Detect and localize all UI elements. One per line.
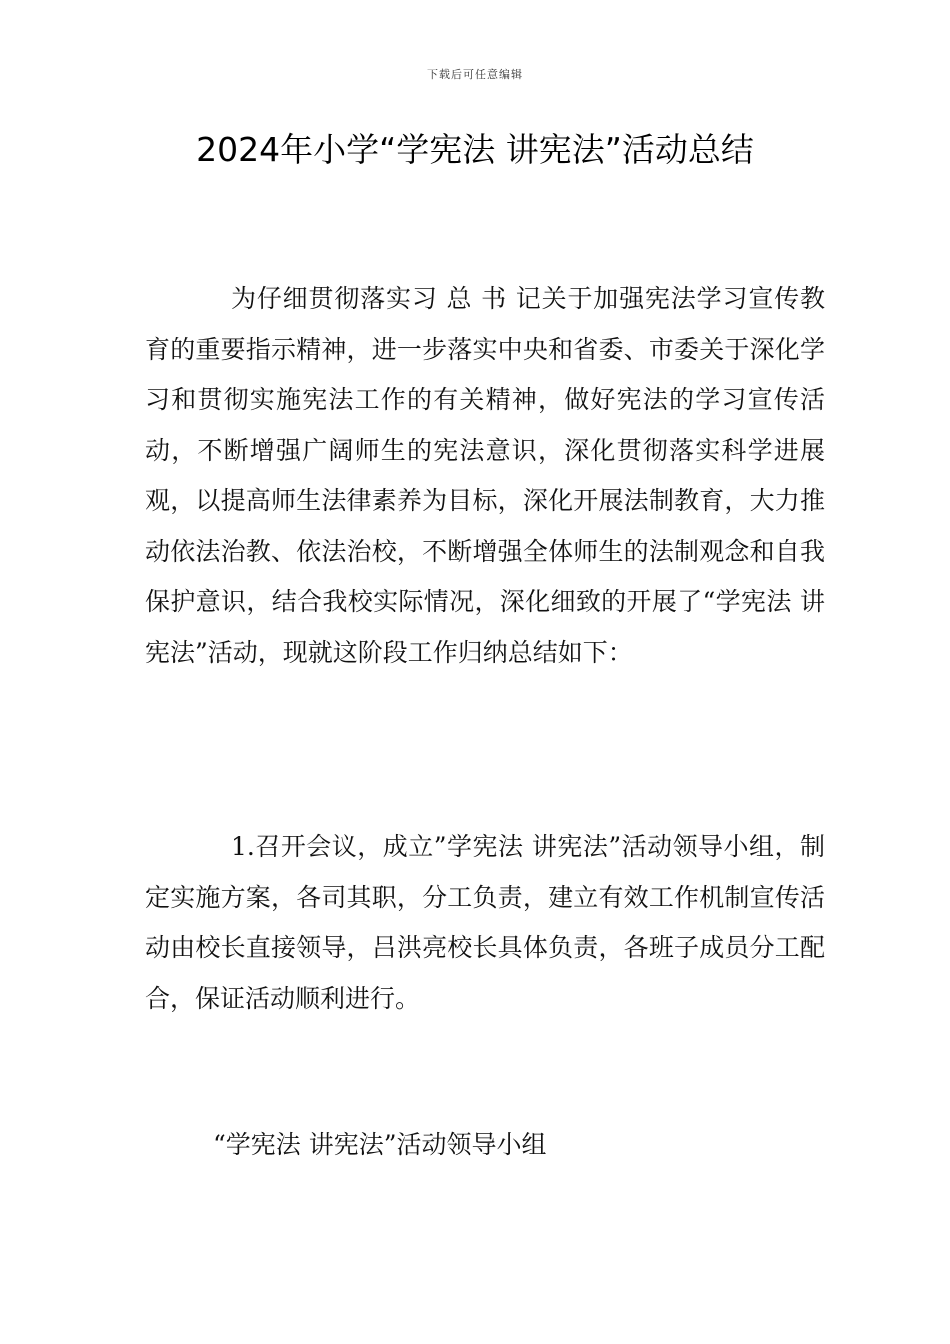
intro-paragraph: 为仔细贯彻落实习 总 书 记关于加强宪法学习宣传教育的重要指示精神，进一步落实中央和省委、市委关于深化学习和贯彻实施宪法工作的有关精神，做好宪法的学习宣传活动，不断增强广阔师生的宪法意识，深化贯彻落实科学进展观，以提高师生法律素养为目标，深化开展法制教育，大力推动依法治教、依法治校，不断增强全体师生的法制观念和自我保护意识，结合我校实际情况，深化细致的开展了“学宪法 讲宪法”活动，现就这阶段工作归纳总结如下：: [145, 284, 825, 667]
section-subheading: “学宪法 讲宪法”活动领导小组: [213, 1130, 547, 1159]
header-note: 下载后可任意编辑: [427, 68, 523, 81]
document-title: 2024年小学“学宪法 讲宪法”活动总结: [196, 130, 754, 169]
item-paragraph-1: 1.召开会议，成立”学宪法 讲宪法”活动领导小组，制定实施方案，各司其职，分工负责，建立有效工作机制宣传活动由校长直接领导，吕洪亮校长具体负责，各班子成员分工配合，保证活动顺利进行。: [145, 832, 825, 1013]
